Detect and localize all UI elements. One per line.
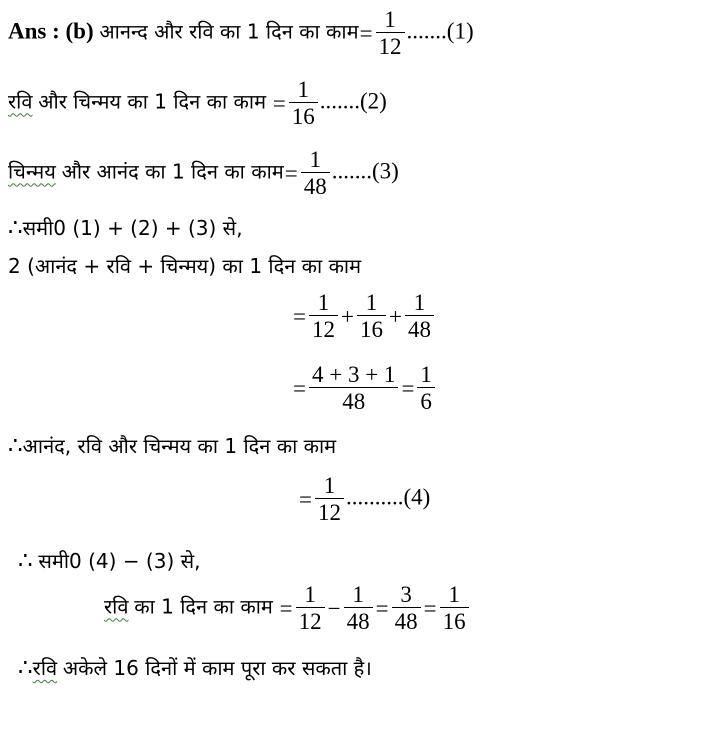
statement-text: समी0 (1) + (2) + (3) से,: [22, 216, 243, 240]
equals-sign: =: [293, 303, 306, 329]
fraction: [301, 148, 330, 198]
answer-line-12: [18, 656, 372, 679]
denominator: 48: [301, 172, 330, 198]
equals-sign: =: [272, 90, 286, 116]
therefore-symbol: ∴: [8, 433, 23, 458]
answer-line-3: [8, 148, 399, 198]
answer-line-4: [8, 216, 243, 239]
denominator: 12: [296, 607, 325, 633]
equation-tag: .......(2): [319, 88, 387, 114]
therefore-symbol: ∴: [8, 215, 23, 240]
equation-tag: ..........(4): [345, 484, 431, 510]
numerator: 1: [323, 473, 336, 498]
numerator: 1: [304, 582, 316, 607]
name-word: रवि: [32, 656, 58, 680]
equals-sign: =: [359, 20, 373, 46]
equation-tag: .......(3): [331, 158, 399, 184]
statement-text: और चिन्मय का 1 दिन का काम: [38, 89, 267, 114]
answer-line-1: [8, 8, 474, 58]
name-word: रवि: [104, 594, 129, 619]
answer-line-7: [292, 363, 437, 413]
denominator: 12: [315, 498, 344, 524]
equals-sign: =: [293, 375, 306, 401]
plus-sign: +: [388, 303, 402, 329]
therefore-symbol: ∴: [18, 655, 33, 680]
statement-text: समी0 (4) − (3) से,: [38, 549, 201, 573]
fraction: [376, 8, 405, 58]
denominator: 16: [440, 607, 469, 633]
denominator: 16: [289, 102, 318, 128]
denominator: 48: [392, 607, 421, 633]
answer-option: (b): [65, 18, 94, 44]
fraction: [289, 78, 318, 128]
numerator: 1: [384, 7, 396, 32]
answer-line-11: [104, 583, 471, 633]
numerator: 1: [317, 290, 330, 315]
minus-sign: −: [327, 595, 341, 621]
numerator: 1: [297, 77, 310, 102]
equals-sign: =: [423, 595, 437, 621]
denominator: 48: [405, 315, 434, 341]
statement-text: का 1 दिन का काम: [134, 594, 273, 619]
answer-line-5: [8, 254, 361, 277]
equals-sign: =: [284, 160, 298, 186]
statement-text: आनन्द और रवि का 1 दिन का काम: [99, 19, 359, 44]
answer-line-10: [18, 549, 201, 572]
numerator: 1: [365, 290, 378, 315]
answer-line-9: [298, 474, 430, 524]
plus-sign: +: [340, 303, 354, 329]
denominator: 12: [309, 315, 338, 341]
fraction: [417, 363, 435, 413]
equals-sign: =: [279, 595, 293, 621]
denominator: 48: [344, 607, 373, 633]
fraction: [309, 291, 338, 341]
denominator: 6: [417, 387, 435, 413]
fraction: [296, 583, 325, 633]
statement-text: और आनंद का 1 दिन का काम: [61, 159, 284, 184]
name-word: चिन्मय: [8, 159, 56, 184]
answer-line-6: [292, 291, 436, 341]
answer-line-2: [8, 78, 387, 128]
denominator: 12: [376, 32, 405, 58]
numerator: 1: [448, 582, 460, 607]
equation-tag: .......(1): [406, 18, 474, 44]
numerator: 4 + 3 + 1: [311, 362, 396, 387]
numerator: 1: [420, 362, 432, 387]
fraction: [440, 583, 469, 633]
answer-prefix: Ans :: [8, 18, 60, 44]
therefore-symbol: ∴: [18, 548, 33, 573]
name-word: रवि: [8, 89, 33, 114]
fraction: [315, 474, 344, 524]
statement-text: आनंद, रवि और चिन्मय का 1 दिन का काम: [22, 434, 337, 458]
fraction: [392, 583, 421, 633]
numerator: 1: [309, 147, 321, 172]
answer-line-8: [8, 434, 336, 457]
denominator: 16: [357, 315, 386, 341]
denominator: 48: [309, 387, 398, 413]
statement-text: 2 (आनंद + रवि + चिन्मय) का 1 दिन का काम: [8, 254, 362, 278]
numerator: 1: [352, 582, 364, 607]
equals-sign: =: [375, 595, 389, 621]
equals-sign: =: [401, 375, 415, 401]
fraction: [405, 291, 434, 341]
fraction: [309, 363, 398, 413]
numerator: 1: [413, 290, 426, 315]
fraction: [344, 583, 373, 633]
equals-sign: =: [299, 486, 312, 512]
statement-text: अकेले 16 दिनों में काम पूरा कर सकता है।: [62, 656, 372, 680]
numerator: 3: [400, 582, 412, 607]
fraction: [357, 291, 386, 341]
